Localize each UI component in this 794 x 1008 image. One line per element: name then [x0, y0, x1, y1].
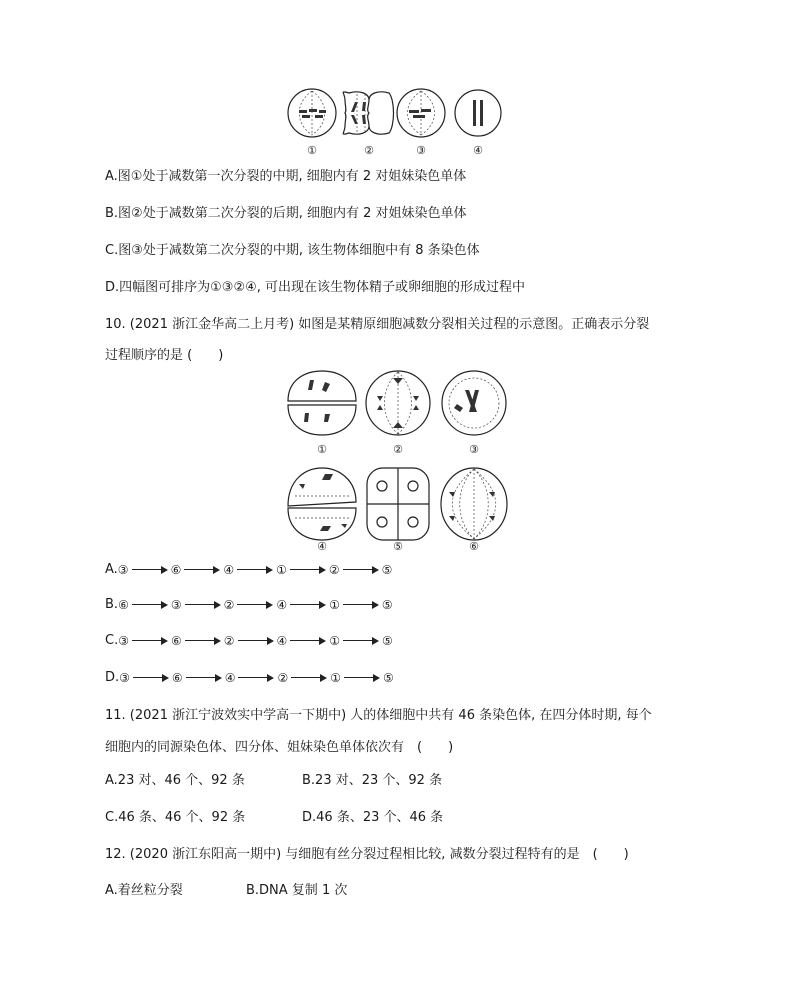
seq-item: ③	[118, 634, 129, 648]
arrow-icon	[132, 565, 168, 575]
seq-item: ⑤	[382, 671, 394, 685]
seq-item: ⑥	[118, 598, 129, 612]
seq-item: ③	[117, 563, 129, 577]
seq-item: ⑤	[381, 598, 393, 612]
arrow-icon	[133, 673, 169, 683]
q10-cell-1	[288, 371, 356, 435]
q10-option-a	[105, 561, 392, 579]
arrow-icon	[184, 565, 220, 575]
option-letter: C.	[105, 633, 119, 648]
q9-option-d: D.四幅图可排序为①③②④, 可出现在该生物体精子或卵细胞的形成过程中	[105, 280, 526, 295]
seq-item: ①	[329, 598, 340, 612]
arrow-icon	[343, 636, 379, 646]
arrow-icon	[291, 673, 327, 683]
q10-cell-6	[441, 468, 507, 540]
arrow-icon	[290, 565, 326, 575]
cell-diagram-1	[288, 89, 336, 137]
q10-figure-label-2: ②	[393, 443, 403, 456]
q10-cell-4	[288, 468, 356, 540]
cell-diagram-2	[343, 92, 393, 134]
q10-stem-line1: 10. (2021 浙江金华高二上月考) 如图是某精原细胞减数分裂相关过程的示意图。正确表示分裂	[105, 317, 650, 332]
seq-item: ②	[223, 598, 235, 612]
seq-item: ③	[119, 671, 130, 685]
q9-option-a: A.图①处于减数第一次分裂的中期, 细胞内有 2 对姐妹染色单体	[105, 169, 467, 184]
seq-item: ②	[223, 634, 235, 648]
seq-item: ②	[328, 563, 340, 577]
arrow-icon	[186, 673, 222, 683]
seq-item: ④	[276, 598, 288, 612]
arrow-icon	[238, 636, 274, 646]
seq-item: ③	[170, 598, 182, 612]
q11-option-b: B.23 对、23 个、92 条	[302, 773, 443, 788]
arrow-icon	[343, 600, 379, 610]
q10-option-c	[105, 632, 393, 650]
figure-label-1: ①	[307, 144, 317, 157]
seq-item: ⑤	[382, 634, 393, 648]
q10-figure-label-3: ③	[469, 443, 479, 456]
q11-stem-line2: 细胞内的同源染色体、四分体、姐妹染色单体依次有 ( )	[105, 740, 454, 755]
seq-item: ⑥	[170, 563, 182, 577]
q10-figure-label-4: ④	[317, 540, 327, 553]
q12-option-b: B.DNA 复制 1 次	[246, 883, 348, 898]
seq-item: ⑥	[171, 671, 183, 685]
cell-diagram-3	[397, 89, 445, 137]
q10-cell-2	[366, 371, 430, 435]
arrow-icon	[132, 636, 168, 646]
q11-option-a: A.23 对、46 个、92 条	[105, 773, 245, 788]
top-cell-figure	[285, 88, 505, 138]
option-letter: A.	[105, 562, 118, 577]
arrow-icon	[343, 565, 379, 575]
seq-item: ⑤	[381, 563, 393, 577]
cell-diagram-4	[455, 90, 501, 136]
q9-option-b: B.图②处于减数第二次分裂的后期, 细胞内有 2 对姐妹染色单体	[105, 206, 467, 221]
arrow-icon	[238, 673, 274, 683]
arrow-icon	[132, 600, 168, 610]
figure-label-3: ③	[416, 144, 426, 157]
q10-figure-label-6: ⑥	[469, 540, 479, 553]
figure-label-4: ④	[473, 144, 483, 157]
seq-item: ④	[223, 563, 235, 577]
figure-label-2: ②	[364, 144, 374, 157]
arrow-icon	[185, 600, 221, 610]
q11-option-c: C.46 条、46 个、92 条	[105, 810, 246, 825]
seq-item: ④	[276, 634, 288, 648]
arrow-icon	[237, 565, 273, 575]
arrow-icon	[290, 636, 326, 646]
seq-item: ④	[224, 671, 236, 685]
q9-option-c: C.图③处于减数第二次分裂的中期, 该生物体细胞中有 8 条染色体	[105, 243, 480, 258]
q11-stem-line1: 11. (2021 浙江宁波效实中学高一下期中) 人的体细胞中共有 46 条染色体, 在四分体时期, 每个	[105, 708, 652, 723]
seq-item: ②	[277, 671, 289, 685]
q10-cell-3	[442, 371, 506, 435]
q10-figure-label-1: ①	[317, 443, 327, 456]
option-letter: B.	[105, 597, 119, 612]
arrow-icon	[344, 673, 380, 683]
seq-item: ⑥	[170, 634, 182, 648]
q10-stem-line2: 过程顺序的是 ( )	[105, 348, 224, 363]
q12-stem: 12. (2020 浙江东阳高一期中) 与细胞有丝分裂过程相比较, 减数分裂过程特有的是 ( )	[105, 847, 629, 862]
option-letter: D.	[105, 670, 120, 685]
seq-item: ①	[329, 634, 341, 648]
q12-option-a: A.着丝粒分裂	[105, 883, 183, 898]
arrow-icon	[237, 600, 273, 610]
arrow-icon	[185, 636, 221, 646]
q10-option-b	[105, 596, 393, 614]
q10-cell-5	[367, 468, 429, 540]
arrow-icon	[290, 600, 326, 610]
q11-option-d: D.46 条、23 个、46 条	[302, 810, 444, 825]
q10-option-d	[105, 669, 394, 687]
seq-item: ①	[330, 671, 341, 685]
q10-figure-label-5: ⑤	[393, 540, 403, 553]
seq-item: ①	[276, 563, 287, 577]
